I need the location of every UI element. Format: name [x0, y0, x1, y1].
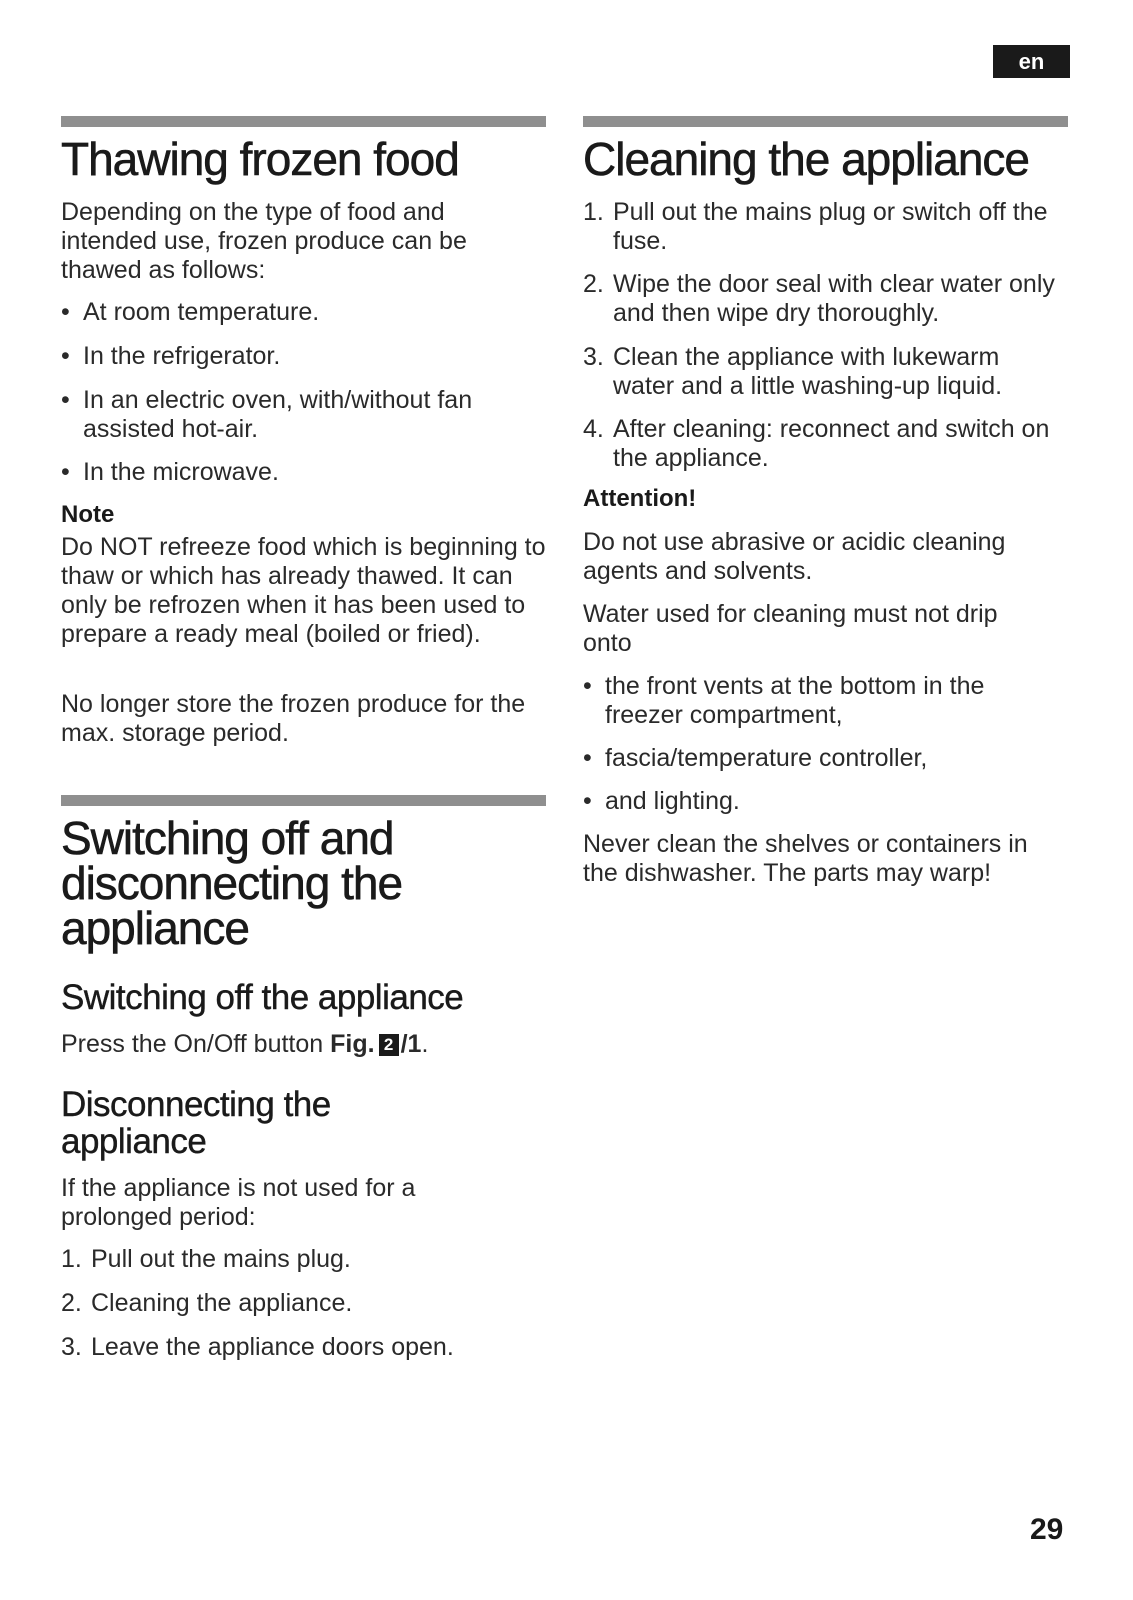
switching-title: Switching off and disconnecting the appliance [61, 812, 403, 954]
language-badge: en [993, 45, 1070, 78]
step-number: 3. [61, 1333, 82, 1361]
page-number: 29 [1030, 1513, 1064, 1546]
thawing-title: Thawing frozen food [61, 133, 459, 185]
fig-label: Fig. [330, 1030, 375, 1058]
switching-off-text [61, 1030, 546, 1059]
step-number: 3. [583, 343, 604, 371]
list-item: • the front vents at the bottom in the freezer compartment, [583, 672, 1035, 730]
note-text: Do NOT refreeze food which is beginning to thaw or which has already thawed. It can only be refrozen when it has been used to prepare a ready meal (boiled or fried). [61, 533, 546, 648]
list-item [61, 1245, 546, 1274]
disconnecting-subtitle: Disconnecting the appliance [61, 1085, 331, 1161]
list-item [583, 343, 1063, 401]
section-divider [61, 795, 546, 806]
water-text: Water used for cleaning must not drip onto [583, 600, 998, 657]
step-text: After cleaning: reconnect and switch on the appliance. [613, 415, 1050, 472]
disconnecting-intro: If the appliance is not used for a prolonged period: [61, 1174, 416, 1231]
attention-text: Do not use abrasive or acidic cleaning agents and solvents. [583, 528, 1006, 585]
step-text: Pull out the mains plug. [91, 1245, 351, 1273]
note-label: Note [61, 501, 115, 528]
list-item [61, 1333, 546, 1362]
step-text: Wipe the door seal with clear water only and then wipe dry thoroughly. [613, 270, 1055, 327]
list-item [583, 270, 1093, 328]
list-item: • At room temperature. [61, 298, 546, 327]
figure-number-badge: 2 [379, 1034, 399, 1056]
switching-off-subtitle: Switching off the appliance [61, 978, 464, 1017]
list-item: • and lighting. [583, 787, 1075, 816]
list-item: • fascia/temperature controller, [583, 744, 1075, 773]
section-divider [583, 116, 1068, 127]
list-item [583, 198, 1083, 256]
list-item: • In the refrigerator. [61, 342, 546, 371]
cleaning-title: Cleaning the appliance [583, 133, 1030, 185]
step-text: Leave the appliance doors open. [91, 1333, 454, 1361]
list-item [61, 1289, 546, 1318]
step-text: Clean the appliance with lukewarm water and a little washing-up liquid. [613, 343, 1003, 400]
fig-reference: /1 [400, 1030, 422, 1058]
thawing-closing: No longer store the frozen produce for the max. storage period. [61, 690, 526, 747]
step-number: 1. [583, 198, 604, 226]
thawing-intro: Depending on the type of food and intended use, frozen produce can be thawed as follows: [61, 198, 467, 284]
list-item [583, 415, 1063, 473]
step-number: 4. [583, 415, 604, 443]
step-number: 2. [61, 1289, 82, 1317]
step-text: Cleaning the appliance. [91, 1289, 353, 1317]
attention-label: Attention! [583, 485, 697, 512]
instruction-text: Press the On/Off button [61, 1030, 331, 1058]
step-text: Pull out the mains plug or switch off the fuse. [613, 198, 1048, 255]
step-number: 2. [583, 270, 604, 298]
step-number: 1. [61, 1245, 82, 1273]
list-item: • In an electric oven, with/without fan assisted hot-air. [61, 386, 513, 444]
section-divider [61, 116, 546, 127]
cleaning-closing: Never clean the shelves or containers in the dishwasher. The parts may warp! [583, 830, 1028, 887]
list-item: • In the microwave. [61, 458, 546, 487]
instruction-end: . [421, 1030, 429, 1058]
